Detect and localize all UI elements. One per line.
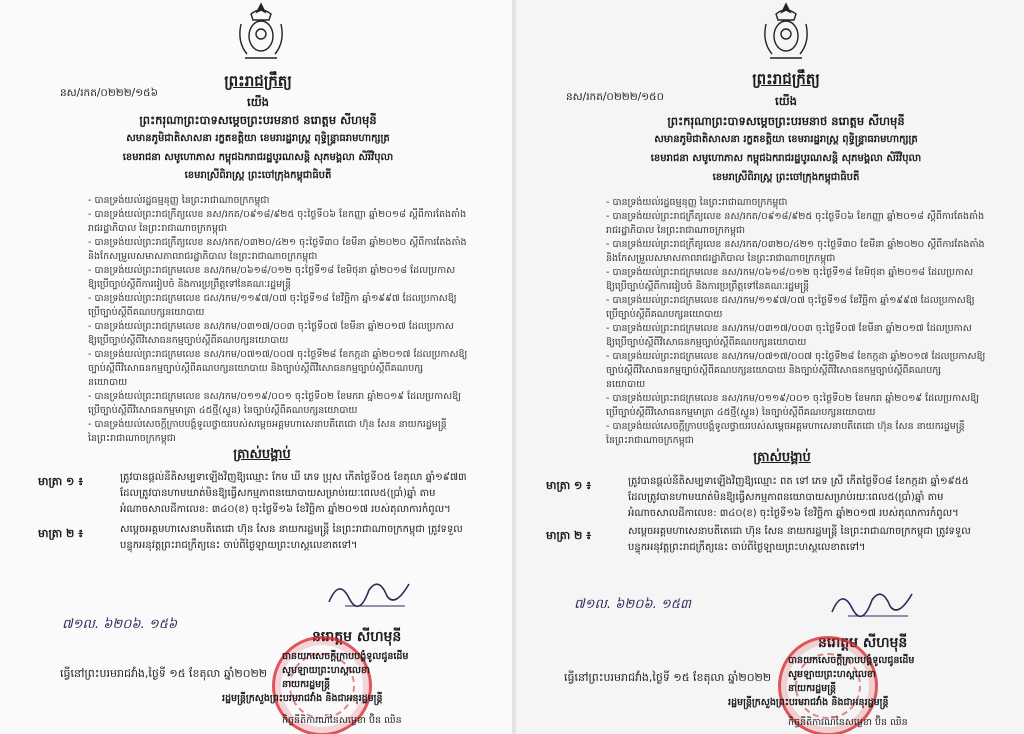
signatory-name: កិច្ចនីតិការណ៍នៃសម្លេខា ប៊ិន ឈិន [788, 717, 908, 728]
royal-crest-icon [233, 2, 289, 64]
signature-block-line: បានយកសេចក្តីក្រាបបង្គំទូលជូនដើម [788, 655, 915, 666]
preamble-line: និងកែសម្រួលសមាសភាពរាជរដ្ឋាភិបាល នៃព្រះរាជាណាចក្រកម្ពុជា [88, 251, 318, 262]
article-1-text: ត្រូវបានផ្តល់នីតិសម្បទាឡើងវិញឱ្យឈ្មោះ ពត ទៅ ភេទ ស្រី កើតថ្ងៃទី០៨ ខែកក្កដា ឆ្នាំ១៩៥៥ ដែលត្រូវបានហាមឃាត់មិនឱ្យធ្វើសកម្មភាពនយោបាយសម្រាប់រយៈពេល៥(ប្រាំ)ឆ្នាំ តាមអំណាចសាលដីកាលេខ: ៣៤០(ខ) ចុះថ្ងៃទី១៦ ខែវិច្ឆិកា ឆ្នាំ២០១៧ របស់តុលាការកំពូល។ [628, 476, 969, 519]
decree-title: ព្រះរាជក្រឹត្យ [224, 72, 292, 90]
king-title-line: សមានភូមិជាតិសាសនា រក្ខតខត្តិយា ខេមរារដ្ឋរាស្ត្រ ពុទ្ធិន្ទ្រាធរាមហាក្សត្រ [654, 134, 918, 145]
preamble-line: - បានទ្រង់យល់សេចក្តីក្រាបបង្គំទូលថ្វាយរបស់សម្តេចអគ្គមហាសេនាបតីតេជោ ហ៊ុន សែន នាយករដ្ឋមន្ត្រី [606, 421, 965, 432]
handwritten-date: ៧១ល. ៦២០៦. ១៥៦ [62, 617, 178, 632]
article-2-text: សម្តេចអគ្គមហាសេនាបតីតេជោ ហ៊ុន សែន នាយករដ្ឋមន្ត្រី នៃព្រះរាជាណាចក្រកម្ពុជា ត្រូវទទួលបន្ទុកអនុវត្តព្រះរាជក្រឹត្យនេះ ចាប់ពីថ្ងៃឡាយព្រះហស្តលេខាតទៅ។ [120, 524, 463, 551]
decree-ref-number: នស/រកត/០២២២/១៥០ [566, 91, 665, 103]
decree-title: ព្រះរាជក្រឹត្យ [752, 70, 820, 88]
decree-ref-number: នស/រកត/០២២២/១៥៦ [60, 87, 159, 99]
preamble-line: នយោបាយ [88, 377, 128, 388]
place-date: ធ្វើនៅព្រះបរមរាជវាំង,ថ្ងៃទី ១៥ ខែតុលា ឆ្នាំ២០២២ [564, 671, 772, 684]
signature-block-line: នាយករដ្ឋមន្ត្រី [282, 679, 331, 690]
preamble-line: នៃព្រះរាជាណាចក្រកម្ពុជា [606, 435, 694, 446]
king-title-line: ព្រះករុណាព្រះបាទសម្តេចព្រះបរមនាថ នរោត្តម សីហមុនី [139, 113, 377, 127]
preamble-line: - បានទ្រង់យល់រដ្ឋធម្មនុញ្ញ នៃព្រះរាជាណាចក្រកម្ពុជា [606, 197, 788, 208]
signature-block-line: រដ្ឋមន្ត្រីក្រសួងព្រះបរមរាជវាំង និងជាអនុរដ្ឋមន្ត្រី [222, 693, 383, 704]
king-title-line: ខេមរាជនា សមូហោភាស កម្ពុជឯករាជរដ្ឋបូរណសន្តិ សុភមង្គលា សិរីវិបុលា [122, 152, 394, 163]
preamble-line: - បានទ្រង់យល់ព្រះរាជក្រមលេខ នស/រកម/០៧១៧/០០៧ ចុះថ្ងៃទី២៨ ខែកក្កដា ឆ្នាំ២០១៧ ដែលប្រកាសឱ្យ [88, 349, 468, 360]
signature-block-line: រដ្ឋមន្ត្រីក្រសួងព្រះបរមរាជវាំង និងជាអនុរដ្ឋមន្ត្រី [728, 697, 889, 708]
king-signature [325, 572, 415, 612]
article-1-label: មាត្រា ១ ៖ [546, 479, 592, 492]
preamble-line: ឱ្យប្រើច្បាប់ស្តីពីការរៀបចំ និងការប្រព្រឹត្តទៅនៃគណៈរដ្ឋមន្ត្រី [606, 281, 810, 292]
preamble-line: - បានទ្រង់យល់ព្រះរាជក្រមលេខ នស/រកម/០៣១៧/០០៣ ចុះថ្ងៃទី០៧ ខែមីនា ឆ្នាំ២០១៧ ដែលប្រកាស [88, 321, 454, 332]
preamble-line: និងកែសម្រួលសមាសភាពរាជរដ្ឋាភិបាល នៃព្រះរាជាណាចក្រកម្ពុជា [606, 253, 836, 264]
preamble-line: - បានទ្រង់យល់ព្រះរាជក្រមលេខ នស/រកម/០៣១៧/០០៣ ចុះថ្ងៃទី០៧ ខែមីនា ឆ្នាំ២០១៧ ដែលប្រកាស [606, 323, 972, 334]
preamble-line: នយោបាយ [606, 379, 646, 390]
article-2-label: មាត្រា ២ ៖ [38, 527, 84, 540]
king-title-line: សមានភូមិជាតិសាសនា រក្ខតខត្តិយា ខេមរារដ្ឋរាស្ត្រ ពុទ្ធិន្ទ្រាធរាមហាក្សត្រ [126, 133, 390, 144]
royal-crest-icon [758, 2, 814, 64]
preamble-line: - បានទ្រង់យល់រដ្ឋធម្មនុញ្ញ នៃព្រះរាជាណាចក្រកម្ពុជា [88, 195, 270, 206]
preamble-line: - បានទ្រង់យល់សេចក្តីក្រាបបង្គំទូលថ្វាយរបស់សម្តេចអគ្គមហាសេនាបតីតេជោ ហ៊ុន សែន នាយករដ្ឋមន្ត្រី [88, 419, 447, 430]
preamble-line: រាជរដ្ឋាភិបាល នៃព្រះរាជាណាចក្រកម្ពុជា [606, 225, 746, 236]
king-name: នរោត្តម សីហមុនី [312, 629, 402, 645]
article-1-label: មាត្រា ១ ៖ [38, 475, 84, 488]
preamble-line: ប្រើច្បាប់ស្តីពីវិសោធនកម្មមាត្រា ៤៥ថ្មី(ស្ទួន) នៃច្បាប់ស្តីពីគណបក្សនយោបាយ [88, 405, 358, 416]
preamble-line: - បានទ្រង់យល់ព្រះរាជក្រមលេខ ជស/រកម/១១៩៧/០៧ ចុះថ្ងៃទី១៨ ខែវិច្ឆិកា ឆ្នាំ១៩៩៧ ដែលប្រកាសឱ្យ [88, 293, 457, 304]
preamble-line: - បានទ្រង់យល់ព្រះរាជក្រមលេខ នស/រកម/០៦១៨/០១២ ចុះថ្ងៃទី១៨ ខែមិថុនា ឆ្នាំ២០១៨ ដែលប្រកាស [606, 267, 974, 278]
king-title-line: ខេមរាស្រីពិរាស្ត្រ ព្រះចៅក្រុងកម្ពុជាធិបតី [712, 172, 860, 183]
king-signature [828, 582, 918, 622]
decree-document-right [516, 0, 1024, 734]
signature-block-line: សូមឡាយព្រះហស្តលេខា [788, 669, 876, 680]
preamble-line: - បានទ្រង់យល់ព្រះរាជក្រឹត្យលេខ នស/រកត/០៣២០/៤២១ ចុះថ្ងៃទី៣០ ខែមីនា ឆ្នាំ២០២០ ស្តីពីការតែងតាំង [88, 237, 467, 248]
king-name: នរោត្តម សីហមុនី [818, 635, 908, 651]
king-title-line: ខេមរាជនា សមូហោភាស កម្ពុជឯករាជរដ្ឋបូរណសន្តិ សុភមង្គលា សិរីវិបុលា [650, 153, 922, 164]
signature-block-line: នាយករដ្ឋមន្ត្រី [788, 683, 837, 694]
preamble-line: ច្បាប់ស្តីពីវិសោធនកម្មច្បាប់ស្តីពីគណបក្សនយោបាយ និងច្បាប់ស្តីពីវិសោធនកម្មច្បាប់ស្តីពីគណបក្ស [606, 365, 942, 376]
article-1-text: ត្រូវបានផ្តល់នីតិសម្បទាឡើងវិញឱ្យឈ្មោះ កែម ឃី ភេទ ប្រុស កើតថ្ងៃទី០៥ ខែតុលា ឆ្នាំ១៩៧៣ ដែលត្រូវបានហាមឃាត់មិនឱ្យធ្វើសកម្មភាពនយោបាយសម្រាប់រយៈពេល៥(ប្រាំ)ឆ្នាំ តាមអំណាចសាលដីកាលេខ: ៣៤០(ខ) ចុះថ្ងៃទី១៦ ខែវិច្ឆិកា ឆ្នាំ២០១៧ របស់តុលាការកំពូល។ [120, 472, 467, 515]
preamble-line: ច្បាប់ស្តីពីវិសោធនកម្មច្បាប់ស្តីពីគណបក្សនយោបាយ និងច្បាប់ស្តីពីវិសោធនកម្មច្បាប់ស្តីពីគណបក្ស [88, 363, 424, 374]
yoeng-heading: យើង [775, 94, 797, 108]
yoeng-heading: យើង [247, 95, 269, 109]
preamble-line: - បានទ្រង់យល់ព្រះរាជក្រមលេខ នស/រកម/០៦១៨/០១២ ចុះថ្ងៃទី១៨ ខែមិថុនា ឆ្នាំ២០១៨ ដែលប្រកាស [88, 265, 456, 276]
preamble-line: - បានទ្រង់យល់ព្រះរាជក្រមលេខ នស/រកម/០១១៩/០០១ ចុះថ្ងៃទី០២ ខែមករា ឆ្នាំ២០១៩ ដែលប្រកាសឱ្យ [606, 393, 980, 404]
preamble-line: នៃព្រះរាជាណាចក្រកម្ពុជា [88, 433, 176, 444]
preamble-line: ឱ្យប្រើច្បាប់ស្តីពីវិសោធនកម្មច្បាប់ស្តីពីគណបក្សនយោបាយ [88, 335, 289, 346]
preamble-line: ឱ្យប្រើច្បាប់ស្តីពីការរៀបចំ និងការប្រព្រឹត្តទៅនៃគណៈរដ្ឋមន្ត្រី [88, 279, 292, 290]
preamble-line: - បានទ្រង់យល់ព្រះរាជក្រមលេខ នស/រកម/០៧១៧/០០៧ ចុះថ្ងៃទី២៨ ខែកក្កដា ឆ្នាំ២០១៧ ដែលប្រកាសឱ្យ [606, 351, 986, 362]
king-title-line: ខេមរាស្រីពិរាស្ត្រ ព្រះចៅក្រុងកម្ពុជាធិបតី [184, 170, 332, 181]
signature-block-line: បានយកសេចក្តីក្រាបបង្គំទូលជូនដើម [282, 651, 409, 662]
signature-block-line: សូមឡាយព្រះហស្តលេខា [282, 665, 370, 676]
king-title-line: ព្រះករុណាព្រះបាទសម្តេចព្រះបរមនាថ នរោត្តម សីហមុនី [667, 114, 905, 128]
preamble-line: ប្រើច្បាប់ស្តីពីគណបក្សនយោបាយ [88, 307, 205, 318]
handwritten-date: ៧១ល. ៦២០៦. ១៥៣ [574, 597, 692, 612]
preamble-line: ប្រើច្បាប់ស្តីពីគណបក្សនយោបាយ [606, 309, 723, 320]
preamble-line: រាជរដ្ឋាភិបាល នៃព្រះរាជាណាចក្រកម្ពុជា [88, 223, 228, 234]
preamble-line: - បានទ្រង់យល់ព្រះរាជក្រមលេខ នស/រកម/០១១៩/០០១ ចុះថ្ងៃទី០២ ខែមករា ឆ្នាំ២០១៩ ដែលប្រកាសឱ្យ [88, 391, 462, 402]
signatory-name: កិច្ចនីតិការណ៍នៃសម្លេខា ប៊ិន ឈិន [282, 715, 402, 726]
section-title: ត្រាស់បង្គាប់ [233, 447, 291, 462]
preamble-line: - បានទ្រង់យល់ព្រះរាជក្រឹត្យលេខ នស/រកត/០៩១៨/៩២៥ ចុះថ្ងៃទី០៦ ខែកញ្ញា ឆ្នាំ២០១៨ ស្តីពីការតែងតាំង [606, 211, 985, 222]
preamble-line: - បានទ្រង់យល់ព្រះរាជក្រមលេខ ជស/រកម/១១៩៧/០៧ ចុះថ្ងៃទី១៨ ខែវិច្ឆិកា ឆ្នាំ១៩៩៧ ដែលប្រកាសឱ្យ [606, 295, 975, 306]
section-title: ត្រាស់បង្គាប់ [753, 450, 811, 465]
article-2-text: សម្តេចអគ្គមហាសេនាបតីតេជោ ហ៊ុន សែន នាយករដ្ឋមន្ត្រី នៃព្រះរាជាណាចក្រកម្ពុជា ត្រូវទទួលបន្ទុកអនុវត្តព្រះរាជក្រឹត្យនេះ ចាប់ពីថ្ងៃឡាយព្រះហស្តលេខាតទៅ។ [628, 526, 971, 553]
preamble-line: - បានទ្រង់យល់ព្រះរាជក្រឹត្យលេខ នស/រកត/០៩១៨/៩២៥ ចុះថ្ងៃទី០៦ ខែកញ្ញា ឆ្នាំ២០១៨ ស្តីពីការតែងតាំង [88, 209, 467, 220]
preamble-line: ឱ្យប្រើច្បាប់ស្តីពីវិសោធនកម្មច្បាប់ស្តីពីគណបក្សនយោបាយ [606, 337, 807, 348]
preamble-line: ប្រើច្បាប់ស្តីពីវិសោធនកម្មមាត្រា ៤៥ថ្មី(ស្ទួន) នៃច្បាប់ស្តីពីគណបក្សនយោបាយ [606, 407, 876, 418]
place-date: ធ្វើនៅព្រះបរមរាជវាំង,ថ្ងៃទី ១៥ ខែតុលា ឆ្នាំ២០២២ [60, 667, 268, 680]
article-2-label: មាត្រា ២ ៖ [546, 529, 592, 542]
preamble-line: - បានទ្រង់យល់ព្រះរាជក្រឹត្យលេខ នស/រកត/០៣២០/៤២១ ចុះថ្ងៃទី៣០ ខែមីនា ឆ្នាំ២០២០ ស្តីពីការតែងតាំង [606, 239, 985, 250]
